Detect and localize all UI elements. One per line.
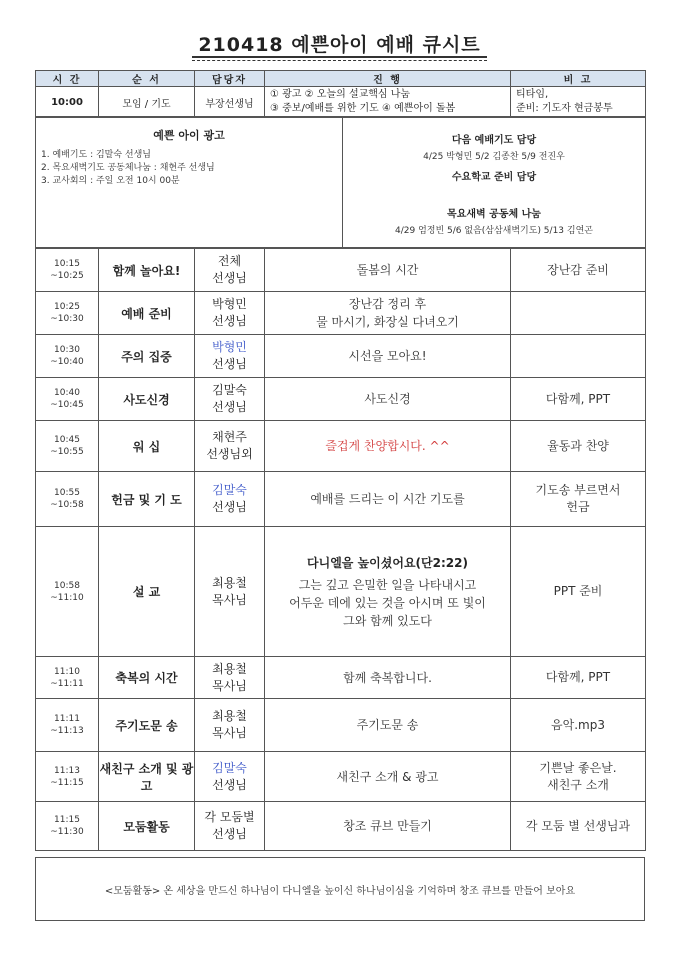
announcement-item: 2. 목요새벽기도 공동체나눔 : 채현주 선생님 — [41, 163, 215, 173]
row-desc — [265, 752, 511, 802]
row-remarks-line: 율동과 찬양 — [547, 438, 609, 453]
row-who — [195, 657, 265, 699]
row-who-name: 김말숙 — [212, 383, 247, 397]
row-who — [195, 527, 265, 657]
gathering-row — [36, 87, 646, 118]
row-remarks-line: 각 모둠 별 선생님과 — [525, 818, 631, 833]
announcements-title: 예쁜 아이 광고 — [153, 129, 225, 142]
next-prayer-text: 4/25 박형민 5/2 김종찬 5/9 전진우 — [423, 152, 565, 162]
announcement-item: 1. 예배기도 : 김말숙 선생님 — [41, 150, 152, 160]
announcement-item: 3. 교사회의 : 주일 오전 10시 00분 — [41, 176, 180, 186]
schedule-row — [36, 378, 646, 421]
row-time-start: 10:15 — [54, 259, 80, 269]
schedule-row — [36, 249, 646, 292]
row-item: 축복의 시간 — [99, 657, 195, 699]
row-who-name: 각 모둠별 — [204, 810, 255, 824]
gathering-progress-line-2: ③ 중보/예배를 위한 기도 ④ 예쁜아이 돌봄 — [270, 103, 456, 114]
wed-school-title: 수요학교 준비 담당 — [451, 172, 537, 183]
schedule-row — [36, 472, 646, 527]
row-time — [36, 699, 99, 752]
row-time-start: 11:15 — [54, 815, 80, 825]
row-who — [195, 378, 265, 421]
row-who-title: 선생님 — [212, 357, 247, 371]
schedule-row — [36, 527, 646, 657]
row-time-start: 11:13 — [54, 765, 80, 776]
row-who-name: 최용철 — [212, 661, 247, 676]
row-item: 새친구 소개 및 광고 — [99, 752, 195, 802]
row-who-name: 박형민 — [212, 297, 247, 311]
row-item: 함께 놀아요! — [99, 249, 195, 292]
row-who-title: 선생님 — [212, 777, 247, 792]
schedule-row — [36, 752, 646, 802]
gathering-who: 부장선생님 — [195, 87, 265, 118]
row-desc-line: 물 마시기, 화장실 다녀오기 — [316, 315, 459, 329]
row-desc-line: 어두운 데에 있는 것을 아시며 또 빛이 — [289, 595, 486, 610]
announcements-list — [36, 149, 342, 188]
row-desc — [265, 699, 511, 752]
row-desc — [265, 472, 511, 527]
row-who — [195, 752, 265, 802]
row-desc — [265, 657, 511, 699]
row-time — [36, 421, 99, 472]
schedule-table — [35, 248, 646, 851]
row-time — [36, 249, 99, 292]
row-remarks — [511, 335, 646, 378]
row-who-name: 박형민 — [212, 340, 247, 354]
row-remarks — [511, 699, 646, 752]
header-table — [35, 70, 646, 118]
row-who-title: 선생님 — [212, 827, 247, 841]
row-who-title: 목사님 — [212, 678, 247, 693]
row-remarks-line: 장난감 준비 — [547, 262, 609, 277]
gathering-note — [511, 87, 646, 118]
row-who-title: 선생님외 — [206, 447, 253, 461]
row-item: 사도신경 — [99, 378, 195, 421]
row-desc-line: 창조 큐브 만들기 — [343, 819, 432, 833]
row-time — [36, 527, 99, 657]
schedule-row — [36, 802, 646, 851]
row-item: 설 교 — [99, 527, 195, 657]
gathering-time: 10:00 — [36, 87, 99, 118]
row-item: 주기도문 송 — [99, 699, 195, 752]
row-time-start: 10:55 — [54, 488, 80, 498]
row-who-name: 채현주 — [212, 430, 247, 444]
row-who-title: 선생님 — [212, 400, 247, 414]
title-underline-dashed — [192, 60, 487, 61]
row-item: 주의 집중 — [99, 335, 195, 378]
announcements-panel — [36, 117, 343, 248]
gathering-progress — [265, 87, 511, 118]
row-time-end: ~11:30 — [50, 827, 84, 837]
row-remarks-line: PPT 준비 — [553, 584, 603, 598]
row-time-start: 10:45 — [54, 435, 80, 445]
row-remarks-line: 기도송 부르면서 — [535, 483, 621, 497]
col-progress-header: 진 행 — [265, 71, 511, 87]
row-time-start: 10:25 — [54, 302, 80, 312]
row-time-end: ~11:11 — [50, 678, 84, 689]
schedule-row — [36, 335, 646, 378]
schedule-row — [36, 657, 646, 699]
row-time — [36, 802, 99, 851]
row-who — [195, 249, 265, 292]
row-time-end: ~10:58 — [50, 500, 84, 510]
row-remarks-line: 다함께, PPT — [545, 670, 611, 684]
row-remarks-line: 새친구 소개 — [547, 777, 609, 792]
row-who-title: 목사님 — [212, 726, 247, 740]
row-time-start: 11:10 — [54, 666, 80, 677]
row-who — [195, 292, 265, 335]
row-time-start: 10:40 — [54, 388, 80, 398]
row-remarks — [511, 802, 646, 851]
row-desc-line: 새친구 소개 & 광고 — [336, 769, 439, 784]
row-desc — [265, 335, 511, 378]
row-desc-line: 장난감 정리 후 — [348, 297, 427, 311]
row-remarks-line: 헌금 — [566, 500, 590, 514]
dawn-sharing-text: 4/29 엄정빈 5/6 없음(삼삼새벽기도) 5/13 김연곤 — [395, 226, 593, 236]
row-who-title: 선생님 — [212, 500, 247, 514]
schedule-row — [36, 292, 646, 335]
gathering-note-line-1: 티타임, — [516, 89, 549, 100]
row-who-name: 최용철 — [212, 709, 247, 723]
row-time-end: ~11:13 — [50, 726, 84, 736]
row-time-start: 11:11 — [54, 714, 80, 724]
row-who — [195, 421, 265, 472]
footer-table — [35, 857, 645, 921]
col-who-header: 담당자 — [195, 71, 265, 87]
row-who-name: 전체 — [217, 254, 242, 268]
row-who-name: 최용철 — [212, 575, 247, 590]
row-remarks-line: 음악.mp3 — [551, 717, 605, 732]
row-time — [36, 335, 99, 378]
row-desc-line: 즐겁게 찬양합시다. ^^ — [325, 439, 450, 453]
row-time — [36, 657, 99, 699]
col-remarks-header: 비 고 — [511, 71, 646, 87]
row-who-name: 김말숙 — [212, 760, 247, 775]
row-who-title: 선생님 — [212, 314, 247, 328]
schedule-row — [36, 699, 646, 752]
row-time-end: ~10:45 — [50, 400, 84, 410]
row-who-title: 선생님 — [212, 271, 247, 285]
duty-panel — [343, 117, 646, 248]
row-time-end: ~10:30 — [50, 314, 84, 324]
row-desc-line: 예배를 드리는 이 시간 기도를 — [310, 492, 465, 506]
row-remarks — [511, 378, 646, 421]
row-desc-line: 함께 축복합니다. — [343, 670, 432, 685]
notice-table — [35, 116, 646, 248]
row-who — [195, 335, 265, 378]
row-desc — [265, 249, 511, 292]
col-item-header: 순 서 — [99, 71, 195, 87]
row-desc — [265, 292, 511, 335]
row-remarks — [511, 472, 646, 527]
row-desc — [265, 527, 511, 657]
gathering-note-line-2: 준비: 기도자 현금봉투 — [516, 103, 613, 114]
header-row — [36, 71, 646, 87]
row-desc-line: 돌봄의 시간 — [356, 263, 419, 277]
row-time — [36, 292, 99, 335]
row-remarks-line: 기쁜날 좋은날. — [539, 760, 617, 775]
row-time-end: ~10:55 — [50, 447, 84, 457]
row-time-end: ~10:25 — [50, 271, 84, 281]
row-remarks — [511, 292, 646, 335]
row-who-title: 목사님 — [212, 592, 247, 607]
row-desc-line: 다니엘을 높이셨어요(단2:22) — [307, 555, 468, 570]
row-time — [36, 378, 99, 421]
row-remarks — [511, 752, 646, 802]
row-remarks — [511, 249, 646, 292]
row-item: 헌금 및 기 도 — [99, 472, 195, 527]
gathering-item: 모임 / 기도 — [99, 87, 195, 118]
row-item: 워 십 — [99, 421, 195, 472]
dawn-sharing-title: 목요새벽 공동체 나눔 — [447, 209, 541, 220]
row-desc — [265, 802, 511, 851]
row-time-end: ~10:40 — [50, 357, 84, 367]
row-time-start: 10:58 — [54, 580, 80, 591]
page-title: 210418 예쁜아이 예배 큐시트 — [198, 34, 481, 56]
row-time-start: 10:30 — [54, 345, 80, 355]
row-remarks — [511, 657, 646, 699]
row-time — [36, 472, 99, 527]
schedule-row — [36, 421, 646, 472]
title-underline — [192, 56, 487, 58]
row-who — [195, 472, 265, 527]
row-who — [195, 699, 265, 752]
row-desc-line: 그는 깊고 은밀한 일을 나타내시고 — [298, 577, 477, 592]
row-item: 예배 준비 — [99, 292, 195, 335]
row-item: 모둠활동 — [99, 802, 195, 851]
row-desc — [265, 421, 511, 472]
row-remarks — [511, 421, 646, 472]
row-desc-line: 그와 함께 있도다 — [343, 613, 432, 628]
row-who — [195, 802, 265, 851]
gathering-progress-line-1: ① 광고 ② 오늘의 설교핵심 나눔 — [270, 89, 411, 100]
footer-note: <모둠활동> 온 세상을 만드신 하나님이 다니엘을 높이신 하나님이심을 기억하며 창조 큐브를 만들어 보아요 — [36, 858, 645, 921]
row-who-name: 김말숙 — [212, 483, 247, 497]
row-desc-line: 시선을 모아요! — [348, 349, 427, 363]
row-desc-line: 사도신경 — [364, 392, 411, 406]
row-remarks-line: 다함께, PPT — [545, 391, 611, 406]
row-desc — [265, 378, 511, 421]
row-desc-line: 주기도문 송 — [356, 718, 419, 732]
col-time-header: 시 간 — [36, 71, 99, 87]
row-time-end: ~11:15 — [50, 777, 84, 788]
row-time-end: ~11:10 — [50, 592, 84, 603]
next-prayer-title: 다음 예배기도 담당 — [451, 135, 537, 146]
row-time — [36, 752, 99, 802]
row-remarks — [511, 527, 646, 657]
